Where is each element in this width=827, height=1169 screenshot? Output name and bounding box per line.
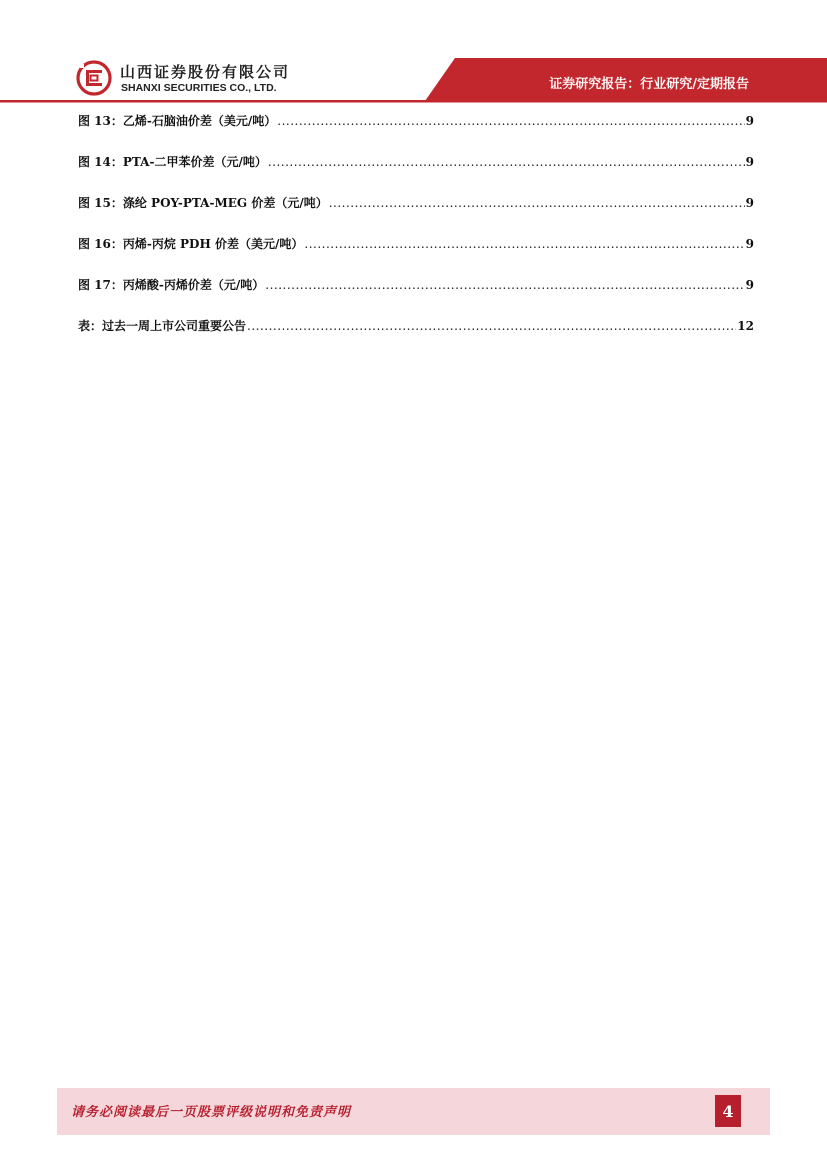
toc-entry-page: 9 <box>745 237 754 251</box>
report-type-label: 证券研究报告：行业研究/定期报告 <box>549 77 749 92</box>
toc-entry-label: 图 16：丙烯-丙烷 PDH 价差（美元/吨） <box>78 237 304 251</box>
page-number: 4 <box>715 1095 741 1127</box>
toc-entry[interactable] <box>78 153 754 194</box>
toc-entry-page: 9 <box>745 114 754 128</box>
toc-entry-page: 9 <box>745 155 754 169</box>
toc-leader <box>247 319 736 333</box>
toc-entry[interactable] <box>78 276 754 317</box>
page-header <box>0 0 827 105</box>
toc-entry-label: 图 17：丙烯酸-丙烯价差（元/吨） <box>78 278 265 292</box>
toc-entry-label: 表：过去一周上市公司重要公告 <box>78 319 247 333</box>
toc-leader <box>268 155 745 169</box>
toc-leader <box>329 196 745 210</box>
toc-entry-page: 9 <box>745 196 754 210</box>
toc-leader <box>277 114 744 128</box>
company-logo-icon <box>76 60 112 96</box>
toc-entry[interactable] <box>78 235 754 276</box>
toc-entry-label: 图 15：涤纶 POY-PTA-MEG 价差（元/吨） <box>78 196 328 210</box>
toc-entry[interactable] <box>78 194 754 235</box>
toc-entry-page: 9 <box>745 278 754 292</box>
page-footer <box>57 1088 770 1135</box>
company-name-cn: 山西证券股份有限公司 <box>120 63 291 81</box>
toc-entry[interactable] <box>78 317 754 358</box>
toc-entry-label: 图 13：乙烯-石脑油价差（美元/吨） <box>78 114 277 128</box>
disclaimer-notice: 请务必阅读最后一页股票评级说明和免责声明 <box>71 1105 352 1120</box>
table-of-contents <box>78 112 754 358</box>
company-name-en: SHANXI SECURITIES CO., LTD. <box>121 82 277 94</box>
toc-entry-page: 12 <box>737 319 754 333</box>
toc-entry[interactable] <box>78 112 754 153</box>
toc-leader <box>304 237 744 251</box>
toc-leader <box>265 278 744 292</box>
toc-entry-label: 图 14：PTA-二甲苯价差（元/吨） <box>78 155 267 169</box>
